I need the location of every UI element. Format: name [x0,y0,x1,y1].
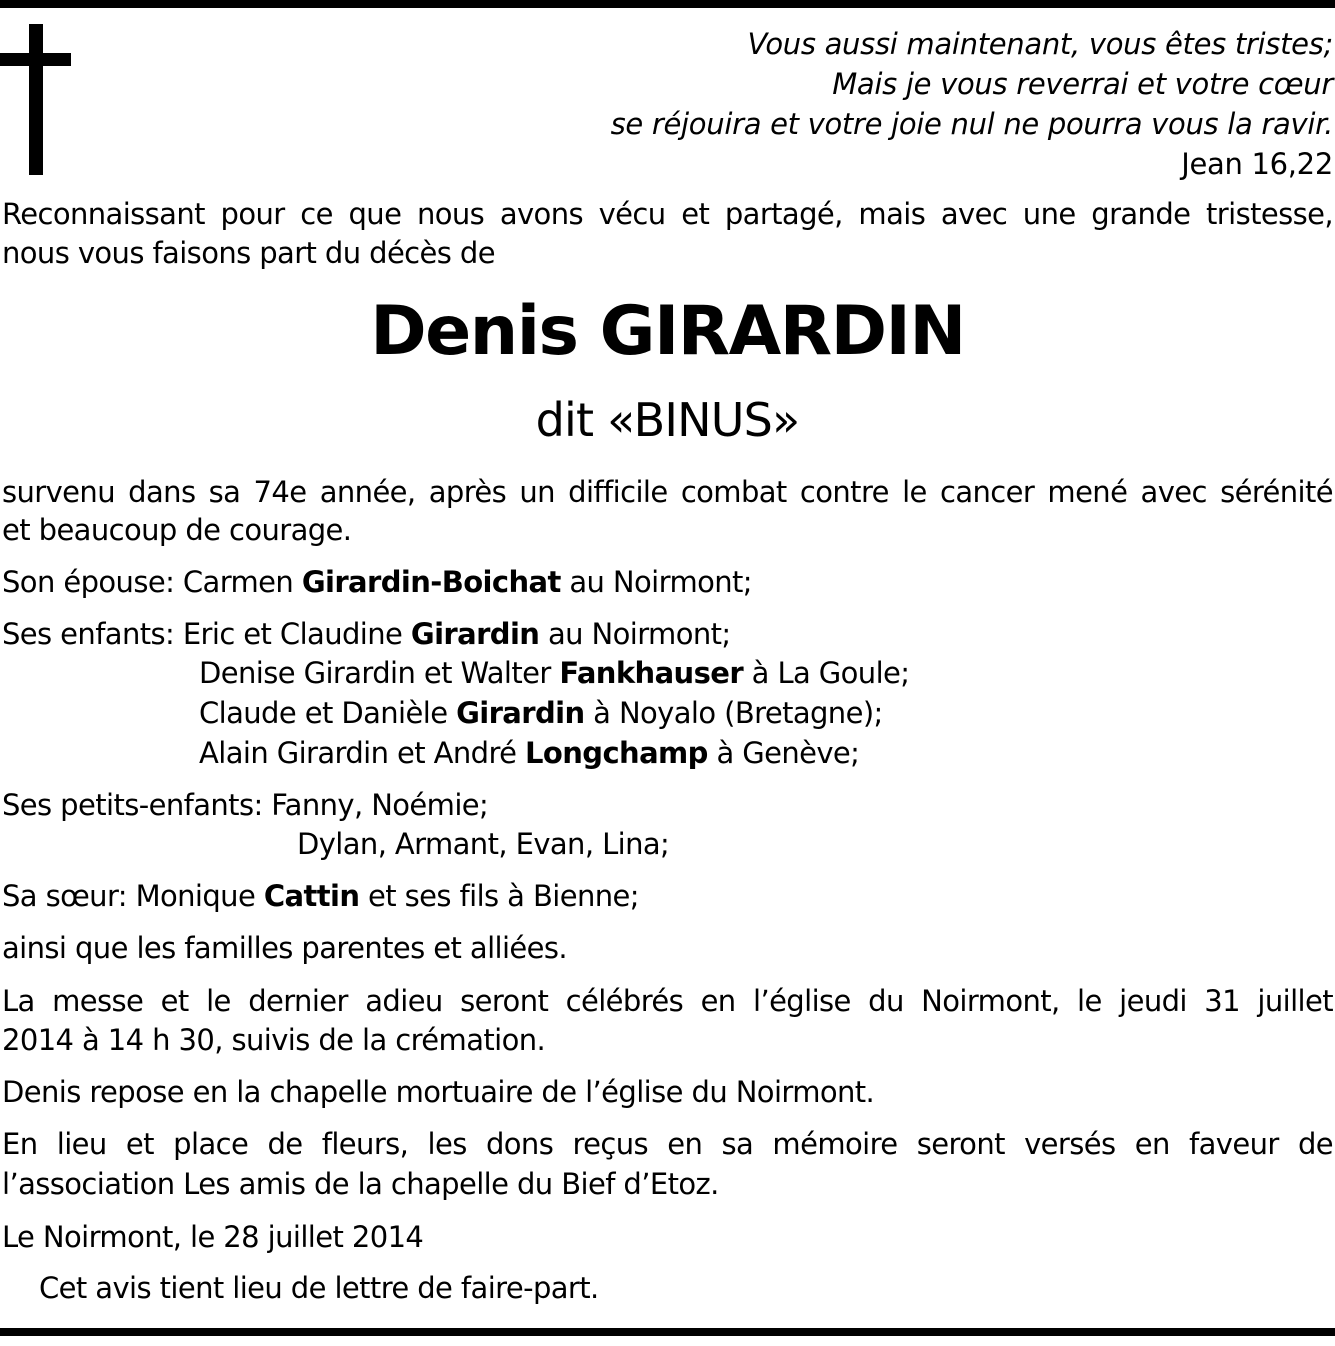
child-first: Denise Girardin et Walter [199,656,560,690]
spouse-label: Son épouse: [2,565,183,599]
spouse-line [2,563,752,601]
child-first: Alain Girardin et André [199,736,526,770]
grandchildren-names: Fanny, Noémie; [271,788,489,822]
service-line: La messe et le dernier adieu seront célébrés en l’église du Noirmont, le jeudi 31 juillet [2,984,1333,1018]
sister-surname: Cattin [263,879,360,913]
child-place: à Noyalo (Bretagne); [584,696,883,730]
bottom-rule [0,1328,1335,1336]
spouse-surname: Girardin-Boichat [301,565,561,599]
grandchildren-line [2,786,488,824]
sister-first: Monique [135,879,264,913]
cross-vertical-bar [29,24,43,175]
children-line [199,694,883,732]
children-line [199,734,859,772]
verse-line: Mais je vous reverrai et votre cœur [832,67,1333,101]
child-place: au Noirmont; [539,617,731,651]
intro-line: nous vous faisons part du décès de [2,236,495,270]
repose-line: Denis repose en la chapelle mortuaire de l’église du Noirmont. [2,1075,875,1109]
cross-horizontal-bar [0,53,71,66]
verse-line: se réjouira et votre joie nul ne pourra vous la ravir. [610,107,1333,141]
child-surname: Fankhauser [559,656,744,690]
child-place: à La Goule; [743,656,910,690]
child-place: à Genève; [707,736,860,770]
children-line [199,654,909,692]
deceased-name: Denis GIRARDIN [370,292,965,371]
place-date: Le Noirmont, le 28 juillet 2014 [2,1220,424,1254]
children-label: Ses enfants: [2,617,183,651]
intro-line: Reconnaissant pour ce que nous avons vécu et partagé, mais avec une grande tristesse, [2,197,1333,231]
grandchildren-line: Dylan, Armant, Evan, Lina; [297,827,670,861]
verse-reference: Jean 16,22 [1181,147,1333,181]
service-line: 2014 à 14 h 30, suivis de la crémation. [2,1023,546,1057]
sister-rest: et ses fils à Bienne; [359,879,639,913]
families-line: ainsi que les familles parentes et alliées. [2,931,568,965]
child-first: Eric et Claudine [182,617,411,651]
notice-line: Cet avis tient lieu de lettre de faire-part. [39,1271,599,1305]
child-surname: Longchamp [525,736,708,770]
donations-line: En lieu et place de fleurs, les dons reçus en sa mémoire seront versés en faveur de [2,1127,1333,1161]
spouse-place: au Noirmont; [560,565,752,599]
verse-line: Vous aussi maintenant, vous êtes tristes; [747,27,1333,61]
child-first: Claude et Danièle [199,696,457,730]
child-surname: Girardin [456,696,585,730]
donations-line: l’association Les amis de la chapelle du Bief d’Etoz. [2,1167,719,1201]
child-surname: Girardin [410,617,540,651]
sister-label: Sa sœur: [2,879,136,913]
top-rule [0,0,1335,8]
children-line [2,615,731,653]
deceased-nickname: dit «BINUS» [535,393,800,447]
circumstances-line: et beaucoup de courage. [2,513,352,547]
grandchildren-label: Ses petits-enfants: [2,788,272,822]
bible-verse [611,24,1333,184]
sister-line [2,877,639,915]
spouse-first: Carmen [182,565,302,599]
circumstances-line: survenu dans sa 74e année, après un difficile combat contre le cancer mené avec sérénité [2,475,1333,509]
